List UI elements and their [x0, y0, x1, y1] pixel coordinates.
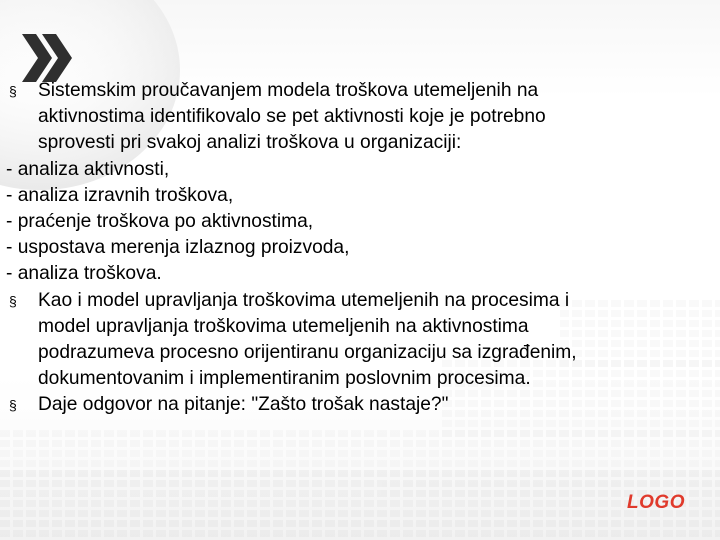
bullet-item: [6, 78, 712, 104]
dash-list-item: [6, 235, 712, 261]
dash-list-item: [6, 261, 712, 287]
bullet-continuation-line: [6, 314, 712, 340]
line-text: dokumentovanim i implementiranim poslovnim procesima.: [38, 368, 531, 390]
slide-content: [6, 78, 712, 419]
dash-list-item: [6, 209, 712, 235]
line-text: podrazumeva procesno orijentiranu organizaciju sa izgrađenim,: [38, 342, 577, 364]
line-text: - analiza izravnih troškova,: [6, 184, 234, 206]
bullet-continuation-line: [6, 130, 712, 156]
line-text: - uspostava merenja izlaznog proizvoda,: [6, 237, 350, 259]
double-chevron-icon: [22, 34, 74, 82]
logo: LOGO: [627, 492, 685, 513]
dash-list-item: [6, 157, 712, 183]
bullet-item: [6, 288, 712, 314]
line-text: Daje odgovor na pitanje: "Zašto trošak nastaje?": [38, 394, 449, 416]
line-text: Sistemskim proučavanjem modela troškova utemeljenih na: [38, 80, 539, 101]
line-text: model upravljanja troškovima utemeljenih na aktivnostima: [38, 315, 529, 337]
bullet-continuation-line: [6, 340, 712, 366]
line-text: - analiza troškova.: [6, 263, 162, 285]
dash-list-item: [6, 183, 712, 209]
line-text: sprovesti pri svakoj analizi troškova u organizaciji:: [38, 132, 462, 154]
bullet-continuation-line: [6, 104, 712, 130]
bullet-continuation-line: [6, 366, 712, 392]
line-text: aktivnostima identifikovalo se pet aktivnosti koje je potrebno: [38, 106, 546, 128]
line-text: Kao i model upravljanja troškovima utemeljenih na procesima i: [38, 289, 570, 311]
bullet-item: [6, 392, 712, 418]
bullet-mark-icon: §: [9, 292, 17, 309]
bullet-mark-icon: §: [9, 397, 17, 414]
line-text: - analiza aktivnosti,: [6, 158, 170, 180]
bullet-mark-icon: §: [9, 83, 17, 99]
line-text: - praćenje troškova po aktivnostima,: [6, 211, 314, 233]
